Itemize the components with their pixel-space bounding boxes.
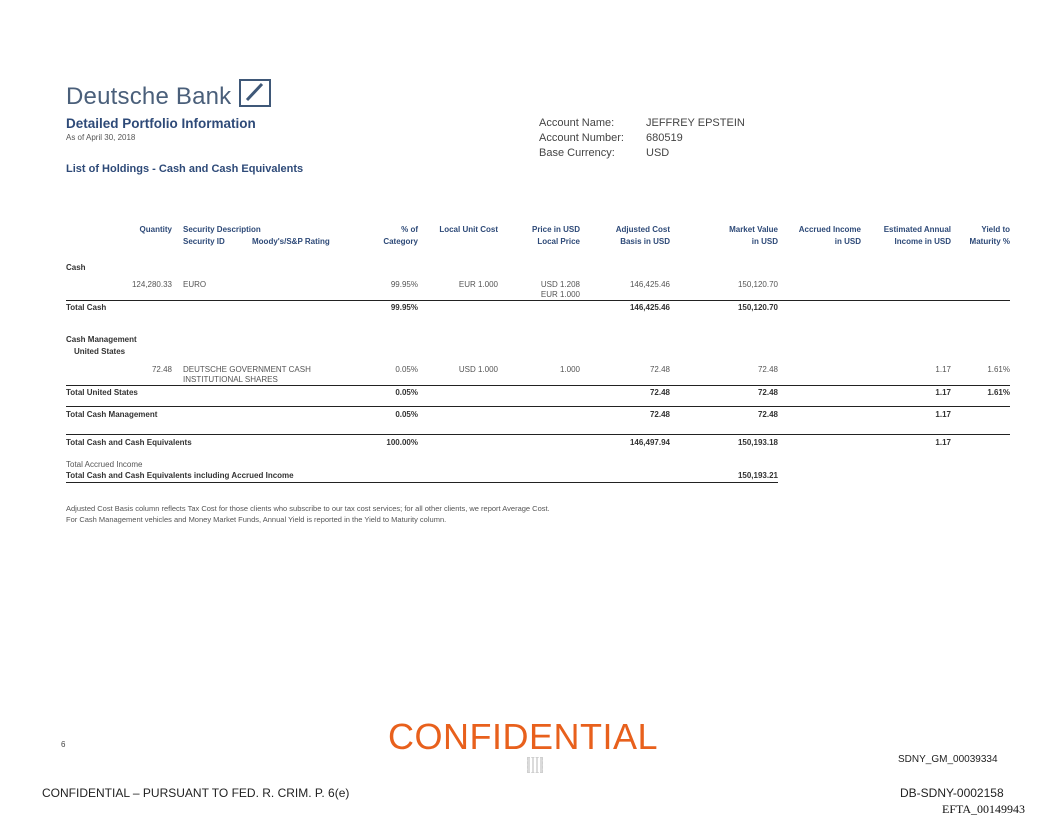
cell-price-usd: USD 1.208: [540, 280, 580, 289]
cell-local-unit-cost: USD 1.000: [458, 365, 498, 374]
confidential-legend: CONFIDENTIAL – PURSUANT TO FED. R. CRIM. P. 6(e): [42, 786, 350, 800]
cell-quantity: 72.48: [151, 365, 172, 374]
col-local-unit-cost: Local Unit Cost: [439, 225, 498, 234]
col-quantity: Quantity: [139, 225, 172, 234]
total-cash-management-market-value: 72.48: [757, 410, 778, 419]
brand-name: Deutsche Bank: [66, 83, 232, 110]
account-name-value: JEFFREY EPSTEIN: [646, 117, 745, 129]
total-cash-adjusted-cost: 146,425.46: [629, 303, 670, 312]
grand-total-incl-accrued-market-value: 150,193.21: [737, 471, 778, 480]
cell-yield: 1.61%: [987, 365, 1010, 374]
total-cash-pct: 99.95%: [390, 303, 418, 312]
document-title: Detailed Portfolio Information: [66, 116, 256, 131]
qr-code-icon: [527, 757, 543, 773]
cell-adjusted-cost: 72.48: [649, 365, 670, 374]
section-title: List of Holdings - Cash and Cash Equivalents: [66, 163, 304, 175]
col-estimated-annual: Estimated Annual: [883, 225, 951, 234]
grand-total-market-value: 150,193.18: [737, 438, 778, 447]
total-us-label: Total United States: [66, 388, 138, 397]
as-of-date: As of April 30, 2018: [66, 133, 136, 142]
col-market-value: Market Value: [729, 225, 778, 234]
col-security-id: Security ID: [183, 237, 225, 246]
cell-description-line-1: DEUTSCHE GOVERNMENT CASH: [183, 365, 311, 374]
total-us-est-income: 1.17: [935, 388, 951, 397]
confidential-stamp: CONFIDENTIAL: [388, 716, 659, 757]
col-local-price: Local Price: [537, 237, 580, 246]
account-number-label: Account Number:: [539, 132, 624, 144]
col-adjusted-cost: Adjusted Cost: [615, 225, 670, 234]
group-cash: Cash: [66, 263, 86, 272]
grand-total-adjusted-cost: 146,497.94: [629, 438, 670, 447]
cell-local-unit-cost: EUR 1.000: [458, 280, 498, 289]
cell-price-usd: 1.000: [559, 365, 580, 374]
cell-market-value: 72.48: [757, 365, 778, 374]
col-accrued-income: Accrued Income: [798, 225, 861, 234]
bates-number-sdny-gm: SDNY_GM_00039334: [898, 754, 998, 765]
page-number: 6: [61, 740, 66, 749]
divider: [66, 434, 1010, 435]
cell-market-value: 150,120.70: [737, 280, 778, 289]
col-pct-of: % of: [401, 225, 418, 234]
total-us-yield: 1.61%: [987, 388, 1010, 397]
total-cash-management-pct: 0.05%: [395, 410, 418, 419]
cell-est-income: 1.17: [935, 365, 951, 374]
total-cash-label: Total Cash: [66, 303, 107, 312]
col-category: Category: [383, 237, 418, 246]
cell-quantity: 124,280.33: [131, 280, 172, 289]
base-currency-label: Base Currency:: [539, 147, 615, 159]
col-security-description: Security Description: [183, 225, 261, 234]
col-yield-to: Yield to: [981, 225, 1010, 234]
col-maturity-pct: Maturity %: [969, 237, 1010, 246]
bates-number-db-sdny: DB-SDNY-0002158: [900, 786, 1004, 800]
col-rating: Moody's/S&P Rating: [252, 237, 330, 246]
total-us-pct: 0.05%: [395, 388, 418, 397]
cell-pct: 99.95%: [390, 280, 418, 289]
divider: [66, 385, 1010, 386]
total-us-market-value: 72.48: [757, 388, 778, 397]
divider: [66, 482, 778, 483]
account-number-value: 680519: [646, 132, 683, 144]
divider: [66, 406, 1010, 407]
total-cash-market-value: 150,120.70: [737, 303, 778, 312]
cell-description: EURO: [183, 280, 207, 289]
note-adjusted-cost: Adjusted Cost Basis column reflects Tax Cost for those clients who subscribe to our tax cost services; for all other clients, we report Average Cost.: [66, 504, 550, 513]
grand-total-pct: 100.00%: [386, 438, 418, 447]
col-market-value-usd: in USD: [751, 237, 778, 246]
total-cash-management-adjusted-cost: 72.48: [649, 410, 670, 419]
cell-local-price: EUR 1.000: [540, 290, 580, 299]
total-us-adjusted-cost: 72.48: [649, 388, 670, 397]
grand-total-est-income: 1.17: [935, 438, 951, 447]
efta-number: EFTA_00149943: [942, 802, 1026, 816]
total-cash-management-label: Total Cash Management: [66, 410, 158, 419]
subgroup-united-states: United States: [74, 347, 126, 356]
col-price-in-usd: Price in USD: [531, 225, 580, 234]
cell-pct: 0.05%: [395, 365, 418, 374]
total-cash-management-est-income: 1.17: [935, 410, 951, 419]
base-currency-value: USD: [646, 147, 670, 159]
deutsche-bank-logo-icon: [239, 79, 271, 107]
grand-total-incl-accrued-label: Total Cash and Cash Equivalents including Accrued Income: [66, 471, 294, 480]
account-name-label: Account Name:: [539, 117, 615, 129]
total-accrued-income-label: Total Accrued Income: [66, 460, 143, 469]
note-annual-yield: For Cash Management vehicles and Money Market Funds, Annual Yield is reported in the Yield to Maturity column.: [66, 515, 447, 524]
cell-adjusted-cost: 146,425.46: [629, 280, 670, 289]
grand-total-label: Total Cash and Cash Equivalents: [66, 438, 192, 447]
col-accrued-income-usd: in USD: [834, 237, 861, 246]
col-basis-in-usd: Basis in USD: [620, 237, 670, 246]
cell-description-line-2: INSTITUTIONAL SHARES: [183, 375, 278, 384]
divider: [66, 300, 1010, 301]
group-cash-management: Cash Management: [66, 335, 137, 344]
col-income-in-usd: Income in USD: [894, 237, 951, 246]
